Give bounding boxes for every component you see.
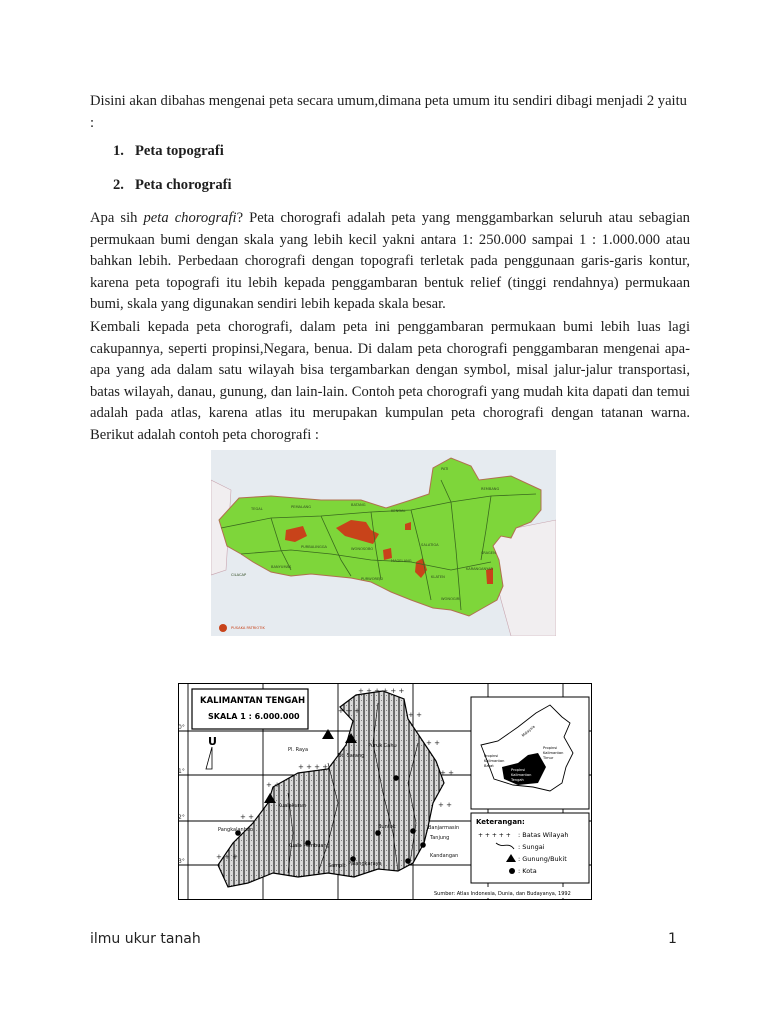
svg-text:Pangkalanbun: Pangkalanbun [218,827,254,833]
svg-text:+ + +: + + + [216,853,239,861]
svg-text:Sumber: Atlas Indonesia, Dunia: Sumber: Atlas Indonesia, Dunia, dan Budayanya, 1992 [434,891,571,897]
svg-text:Sampit: Sampit [328,863,346,869]
java-chorographic-map [211,450,556,636]
svg-text:BANYUMAS: BANYUMAS [271,565,292,569]
svg-text:PATI: PATI [441,467,449,471]
svg-text:+ +: + + [440,769,454,777]
svg-text:0°: 0° [178,724,185,731]
svg-text:KLATEN: KLATEN [431,575,445,579]
svg-text:WONOSOBO: WONOSOBO [351,547,374,551]
svg-text:+ + + + +: + + + + + [478,832,511,839]
svg-text:BATANG: BATANG [351,503,366,507]
svg-text:: Gunung/Bukit: : Gunung/Bukit [518,855,567,863]
svg-text:: Kota: : Kota [518,867,537,875]
svg-text:Palangkaraya: Palangkaraya [348,861,382,867]
italic-term: peta chorografi [143,210,237,226]
svg-text:Kandangan: Kandangan [430,853,459,859]
svg-text:KALIMANTAN TENGAH: KALIMANTAN TENGAH [200,696,306,706]
svg-text:WONOGIRI: WONOGIRI [441,597,461,601]
kalimantan-tengah-map [178,683,592,900]
definition-paragraph: Apa sih peta chorografi? Peta chorografi adalah peta yang menggambarkan seluruh atau sebagian permukaan bumi dengan skala yang lebih kecil yakni antara 1: 250.000 sampai 1 : 1.000.000 atau bahkan lebih. Perbedaan chorografi dengan topografi terletak pada penggunaan garis-garis kontur, karena peta topografi itu lebih kepada penggambaran bentuk relief (tinggi rendahnya) permukaan bumi, skala yang digunakan sendiri lebih kepada skala besar. [90,210,690,312]
svg-text:Malaysia: Malaysia [521,724,536,738]
svg-text:U: U [208,735,217,748]
svg-text:Kualakurun: Kualakurun [278,803,307,809]
svg-text:PEMALANG: PEMALANG [291,505,312,509]
svg-text:SALATIGA: SALATIGA [421,543,439,547]
svg-text:: Batas Wilayah: : Batas Wilayah [518,831,569,839]
svg-text:2°: 2° [178,814,185,821]
svg-text:+ + +: + + + [338,707,361,715]
svg-text:Kalimantan: Kalimantan [484,759,505,763]
list-item-topografi: 1. Peta topografi [113,143,224,159]
svg-text:+ +: + + [240,813,254,821]
svg-text:Propinsi: Propinsi [484,754,499,758]
kalimantan-map-graphic [178,683,592,900]
svg-text:+ +: + + [266,781,280,789]
svg-text:Bt. Sarang: Bt. Sarang [338,753,365,759]
svg-text:Tengah: Tengah [511,778,524,782]
svg-text:Tanjung: Tanjung [430,835,450,841]
svg-text:+ +: + + [408,711,422,719]
page-number: 1 [668,931,677,947]
svg-text:PURBALINGGA: PURBALINGGA [301,545,327,549]
svg-text:CILACAP: CILACAP [231,573,247,577]
intro-paragraph: Disini akan dibahas mengenai peta secara umum,dimana peta umum itu sendiri dibagi menjadi 2 yaitu : [90,93,687,131]
list-item-chorografi: 2. Peta chorografi [113,177,232,193]
svg-text:Propinsi: Propinsi [511,768,526,772]
svg-text:+ +: + + [426,739,440,747]
svg-text:1°: 1° [178,768,185,775]
svg-text:Pl. Raya: Pl. Raya [288,747,309,753]
svg-text:MAGELANG: MAGELANG [391,559,412,563]
footer-title: ilmu ukur tanah [90,931,201,947]
svg-text:Puruk Cahu: Puruk Cahu [368,743,397,749]
svg-text:Buntok: Buntok [378,824,396,830]
java-map-graphic [211,450,556,636]
svg-text:Banjarmasin: Banjarmasin [428,825,460,831]
svg-text:Propinsi: Propinsi [543,746,558,750]
svg-text:+ + + +: + + + + [298,763,329,771]
svg-text:+ + + + + +: + + + + + + [358,687,405,695]
svg-text:KARANGANYAR: KARANGANYAR [466,567,494,571]
svg-text:Kalimantan: Kalimantan [543,751,564,755]
svg-text:PURWOREJO: PURWOREJO [361,577,384,581]
svg-text:3°: 3° [178,858,185,865]
svg-text:SRAGEN: SRAGEN [481,551,496,555]
svg-text:Barat: Barat [484,764,494,768]
svg-text:KENDAL: KENDAL [391,509,406,513]
svg-text:: Sungai: : Sungai [518,843,545,851]
svg-text:Kuala Pembuang: Kuala Pembuang [288,843,330,849]
svg-text:SKALA 1 : 6.000.000: SKALA 1 : 6.000.000 [208,712,300,721]
svg-text:Timur: Timur [543,756,554,760]
svg-text:TEGAL: TEGAL [251,507,263,511]
explanation-paragraph: Kembali kepada peta chorografi, dalam peta ini penggambaran permukaan bumi lebih luas lagi cakupannya, seperti propinsi,Negara, benua. Di dalam peta chorografi penggambaran mengenai apa-apa yang ada dalam satu wilayah bisa tergambarkan dengan symbol, misal jalur-jalur transportasi, batas wilayah, danau, gunung, dan lain-lain. Contoh peta chorografi yang mudah kita dapati dan temui adalah pada atlas, karena atlas itu merupakan kumpulan peta chorografi dengan tatanan warna. Berikut adalah contoh peta chorografi : [90,319,690,443]
svg-text:PUSAKA PATRIOTIK: PUSAKA PATRIOTIK [231,626,265,630]
svg-text:+ +: + + [438,801,452,809]
svg-text:Kalimantan: Kalimantan [511,773,532,777]
svg-text:REMBANG: REMBANG [481,487,500,491]
svg-text:Keterangan:: Keterangan: [476,818,525,826]
